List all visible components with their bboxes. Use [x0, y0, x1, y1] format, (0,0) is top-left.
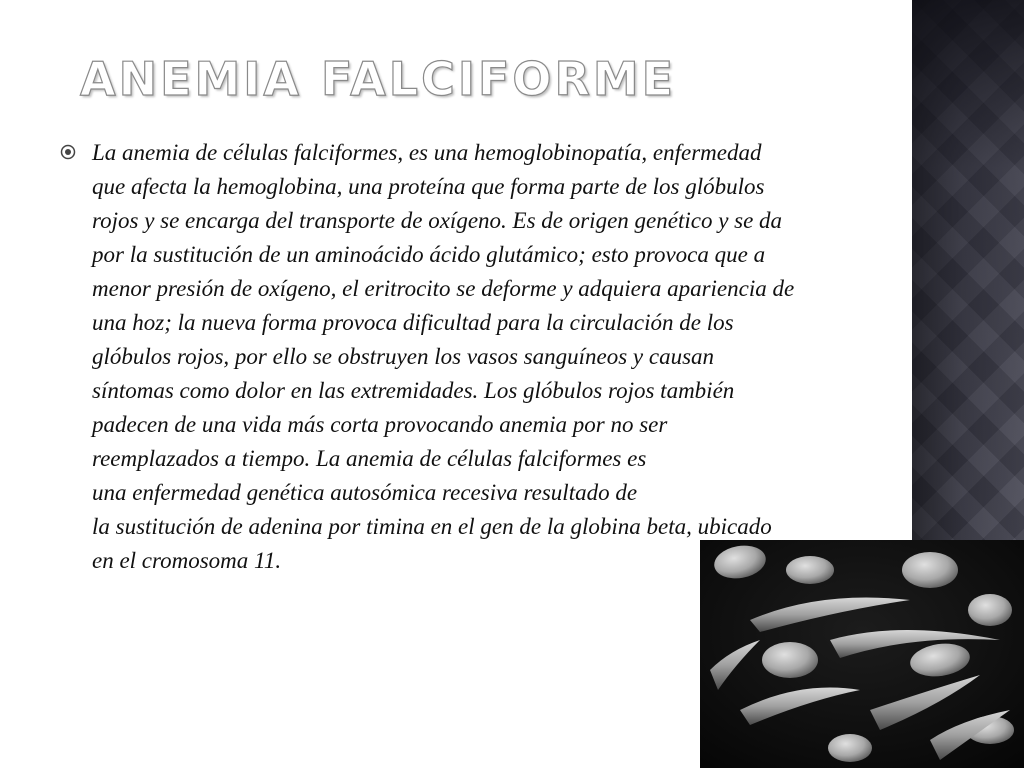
paragraph-line: glóbulos rojos, por ello se obstruyen los vasos sanguíneos y causan	[92, 344, 715, 369]
paragraph-line: una enfermedad genética autosómica recesiva resultado de	[92, 480, 638, 505]
paragraph-line: La anemia de células falciformes, es una hemoglobinopatía, enfermedad	[92, 140, 762, 165]
circle-bullet-icon	[60, 144, 76, 160]
paragraph-line: menor presión de oxígeno, el eritrocito se deforme y adquiera apariencia de	[92, 276, 795, 301]
paragraph-line: que afecta la hemoglobina, una proteína que forma parte de los glóbulos	[92, 174, 765, 199]
paragraph-line: síntomas como dolor en las extremidades. Los glóbulos rojos también	[92, 378, 735, 403]
slide-title: ANEMIA FALCIFORME	[80, 52, 677, 106]
paragraph-line: la sustitución de adenina por timina en el gen de la globina beta, ubicado	[92, 514, 772, 539]
paragraph-line: reemplazados a tiempo. La anemia de células falciformes es	[92, 446, 647, 471]
paragraph-line: una hoz; la nueva forma provoca dificultad para la circulación de los	[92, 310, 734, 335]
paragraph-line: por la sustitución de un aminoácido ácido glutámico; esto provoca que a	[92, 242, 766, 267]
paragraph-line: rojos y se encarga del transporte de oxígeno. Es de origen genético y se da	[92, 208, 783, 233]
paragraph-line: en el cromosoma 11.	[92, 548, 282, 573]
paragraph-line: padecen de una vida más corta provocando anemia por no ser	[92, 412, 668, 437]
body-paragraph	[92, 136, 972, 578]
